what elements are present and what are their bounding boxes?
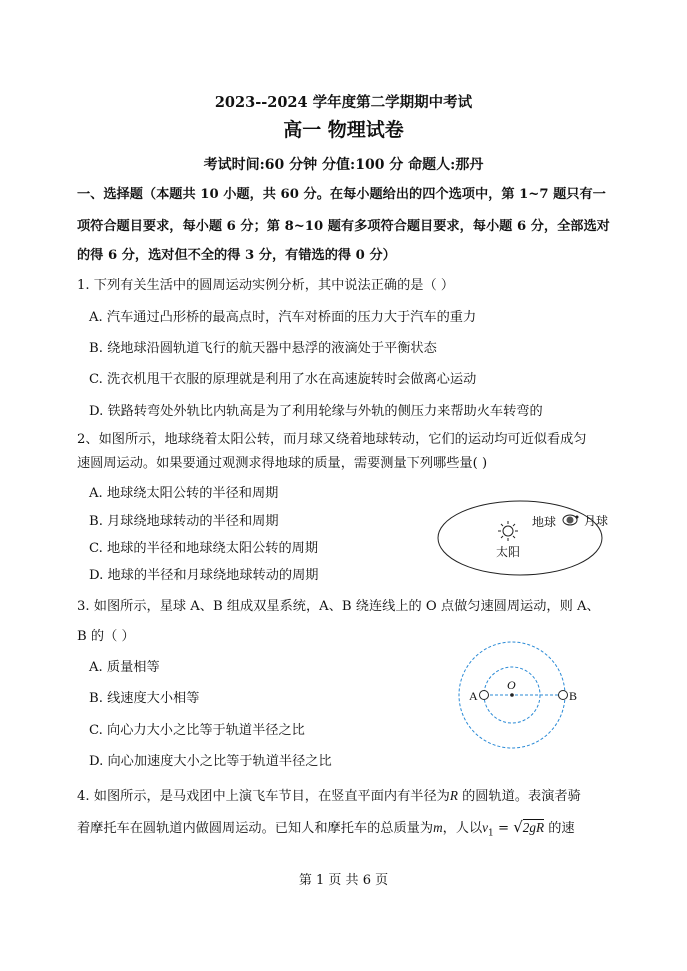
exam-title: 2023--2024 学年度第二学期期中考试 [214,94,473,111]
q3-option-c: C. 向心力大小之比等于轨道半径之比 [89,723,305,738]
q4-stem-line1 [77,787,581,806]
q1-stem: 1. 下列有关生活中的圆周运动实例分析，其中说法正确的是（ ） [77,278,455,293]
star-a-icon [480,691,489,700]
q3-option-a: A. 质量相等 [89,660,160,675]
q3-stem-line1: 3. 如图所示，星球 A、B 组成双星系统，A、B 绕连线上的 O 点做匀速圆周运动，则 A、 [77,599,600,614]
q4-text-1b: 的圆轨道。表演者骑 [457,789,581,804]
q3-option-d: D. 向心加速度大小之比等于轨道半径之比 [89,754,332,769]
page-number: 第 1 页 共 6 页 [298,873,389,888]
q2-option-d: D. 地球的半径和月球绕地球转动的周期 [89,568,319,583]
q4-text-2c: 的速 [544,821,575,836]
moon-icon [576,516,579,519]
equals-sign: = [493,821,514,836]
q2-stem-line2: 速圆周运动。如果要通过观测求得地球的质量，需要测量下列哪些量( ) [77,456,488,471]
q1-option-a: A. 汽车通过凸形桥的最高点时，汽车对桥面的压力大于汽车的重力 [89,310,477,325]
q1-option-d: D. 铁路转弯处外轨比内轨高是为了利用轮缘与外轨的侧压力来帮助火车转弯的 [89,404,543,419]
velocity-symbol: v [482,820,489,835]
q2-orbit-figure [430,495,620,585]
mass-symbol: m [433,820,443,835]
sqrt-content: 2gR [522,820,544,835]
sun-label: 太阳 [496,545,521,559]
paper-title: 高一 物理试卷 [283,119,404,141]
q3-option-b: B. 线速度大小相等 [89,691,200,706]
q4-text-2a: 着摩托车在圆轨道内做圆周运动。已知人和摩托车的总质量为 [77,821,434,836]
earth-icon [567,517,574,524]
center-o-point [510,693,514,697]
q1-option-b: B. 绕地球沿圆轨道飞行的航天器中悬浮的液滴处于平衡状态 [89,341,437,356]
q2-stem-line1: 2、如图所示，地球绕着太阳公转，而月球又绕着地球转动，它们的运动均可近似看成匀 [77,432,587,447]
sqrt-icon: √ [513,818,523,836]
section-instructions-line3: 的得 6 分，选对但不全的得 3 分，有错选的得 0 分） [77,248,396,263]
star-a-label: A [469,689,478,703]
star-b-label: B [569,689,578,703]
earth-orbit-ellipse [438,501,602,575]
q4-text-2b: ，人以 [442,821,483,836]
radius-symbol: R [449,788,458,803]
q2-option-a: A. 地球绕太阳公转的半径和周期 [89,486,279,501]
q2-option-c: C. 地球的半径和地球绕太阳公转的周期 [89,541,319,556]
q2-option-b: B. 月球绕地球转动的半径和周期 [89,514,279,529]
star-b-icon [559,691,568,700]
q4-text-1a: 4. 如图所示，是马戏团中上演飞车节目，在竖直平面内有半径为 [77,789,450,804]
section-instructions-line2: 项符合题目要求，每小题 6 分；第 8~10 题有多项符合题目要求，每小题 6 分，全部选对 [77,219,610,234]
exam-meta: 考试时间:60 分钟 分值:100 分 命题人:那丹 [203,157,484,173]
point-o-label: O [507,678,516,692]
q3-binary-star-figure [455,635,585,755]
q1-option-c: C. 洗衣机甩干衣服的原理就是利用了水在高速旋转时会做离心运动 [89,372,477,387]
section-instructions-line1: 一、选择题（本题共 10 小题，共 60 分。在每小题给出的四个选项中，第 1~7 题只有一 [77,187,606,202]
earth-label: 地球 [532,515,557,529]
moon-label: 月球 [584,514,609,528]
q3-stem-line2: B 的（ ） [77,629,135,644]
q4-stem-line2 [77,818,575,843]
velocity-subscript: 1 [488,828,494,839]
sun-icon [498,521,518,541]
